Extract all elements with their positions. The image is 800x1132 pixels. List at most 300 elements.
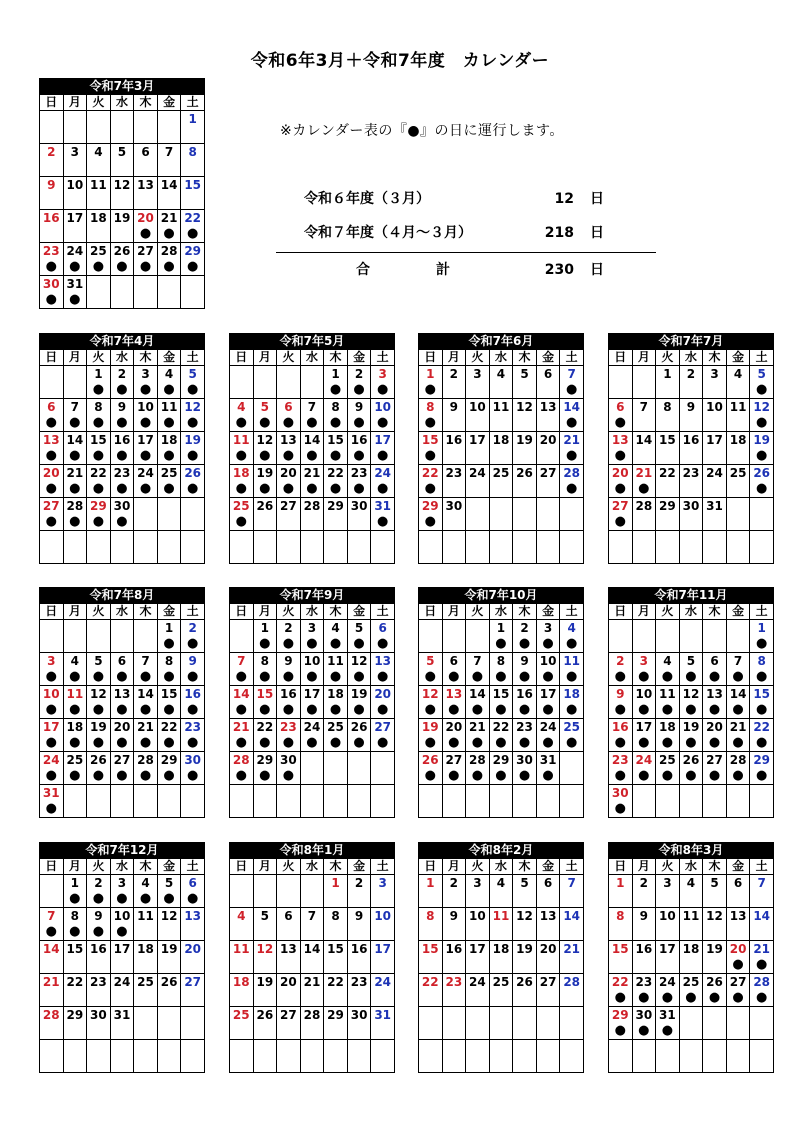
day-cell (371, 498, 395, 531)
day-cell (277, 1007, 301, 1040)
day-cell (300, 432, 324, 465)
day-cell (134, 875, 158, 908)
day-number: 3 (117, 876, 127, 890)
day-cell (419, 974, 443, 1007)
day-cell (371, 875, 395, 908)
day-cell (347, 653, 371, 686)
day-cell (134, 276, 158, 309)
day-cell (489, 785, 513, 818)
weekday-header: 金 (726, 859, 750, 875)
day-number: 14 (635, 433, 653, 447)
weekday-header: 月 (63, 604, 87, 620)
day-cell (489, 498, 513, 531)
weekday-header: 木 (324, 604, 348, 620)
weekday-header: 水 (489, 859, 513, 875)
day-cell (40, 111, 64, 144)
day-cell (87, 620, 111, 653)
day-number: 17 (374, 433, 392, 447)
day-cell (371, 1040, 395, 1073)
day-number: 30 (42, 277, 60, 291)
day-cell (609, 432, 633, 465)
day-cell (87, 366, 111, 399)
day-number: 22 (421, 975, 439, 989)
day-number: 15 (66, 942, 84, 956)
day-number: 2 (284, 621, 293, 635)
weekday-header: 火 (277, 859, 301, 875)
day-number: 17 (635, 720, 653, 734)
weekday-header: 日 (609, 350, 633, 366)
day-number: 15 (160, 687, 178, 701)
day-number: 28 (160, 244, 178, 258)
day-cell (726, 1040, 750, 1073)
day-number: 26 (516, 975, 533, 989)
service-day-dot: ● (92, 702, 105, 717)
day-cell (442, 785, 466, 818)
service-day-dot: ● (518, 669, 531, 684)
service-day-dot: ● (45, 669, 57, 684)
day-cell (157, 686, 181, 719)
day-cell (87, 1040, 111, 1073)
day-number: 18 (327, 687, 344, 701)
service-day-dot: ● (732, 669, 744, 684)
weekday-header: 日 (40, 95, 64, 111)
day-cell (632, 531, 656, 564)
day-cell (157, 399, 181, 432)
day-number: 16 (611, 720, 629, 734)
service-day-dot: ● (116, 259, 128, 274)
day-cell (513, 719, 537, 752)
day-number: 26 (256, 1008, 274, 1022)
day-number: 27 (539, 466, 557, 480)
day-cell (181, 752, 205, 785)
service-day-dot: ● (566, 448, 578, 463)
day-number: 10 (706, 400, 723, 414)
day-number: 5 (710, 876, 719, 890)
summary-label: 令和７年度（４月～３月） (304, 225, 472, 241)
day-number: 6 (378, 621, 387, 635)
day-cell (679, 752, 703, 785)
day-cell (157, 974, 181, 1007)
day-cell (63, 498, 87, 531)
day-number: 19 (350, 687, 368, 701)
day-cell (230, 908, 254, 941)
service-day-dot: ● (732, 990, 744, 1005)
day-number: 5 (260, 909, 270, 923)
day-cell (300, 974, 324, 1007)
day-number: 12 (90, 687, 107, 701)
day-cell (253, 941, 277, 974)
service-day-dot: ● (756, 415, 768, 430)
service-day-dot: ● (282, 415, 295, 430)
day-cell (230, 498, 254, 531)
service-day-dot: ● (306, 481, 318, 496)
service-day-dot: ● (756, 636, 768, 651)
day-number: 20 (280, 466, 297, 480)
day-cell (513, 908, 537, 941)
month-title: 令和8年1月 (229, 842, 395, 858)
day-cell (750, 974, 774, 1007)
service-day-dot: ● (306, 702, 318, 717)
day-cell (324, 908, 348, 941)
day-cell (134, 752, 158, 785)
day-cell (466, 941, 490, 974)
service-day-dot: ● (424, 448, 436, 463)
day-cell (324, 465, 348, 498)
service-day-dot: ● (638, 669, 650, 684)
day-number: 20 (184, 942, 202, 956)
service-day-dot: ● (638, 481, 650, 496)
day-cell (513, 620, 537, 653)
day-number: 22 (327, 466, 344, 480)
day-cell (632, 974, 656, 1007)
day-number: 20 (611, 466, 629, 480)
day-number: 5 (188, 367, 197, 381)
day-cell (181, 1007, 205, 1040)
day-number: 11 (729, 400, 747, 414)
service-day-dot: ● (495, 669, 507, 684)
service-day-dot: ● (45, 924, 57, 939)
service-day-dot: ● (163, 415, 175, 430)
weekday-header: 火 (277, 350, 301, 366)
day-cell (371, 432, 395, 465)
day-cell (253, 908, 277, 941)
day-number: 28 (303, 1008, 321, 1022)
day-cell (750, 1007, 774, 1040)
day-cell (110, 875, 134, 908)
day-cell (632, 399, 656, 432)
weekday-header: 水 (300, 350, 324, 366)
day-number: 24 (137, 466, 154, 480)
day-number: 21 (563, 433, 581, 447)
day-cell (513, 752, 537, 785)
day-number: 28 (729, 753, 747, 767)
day-number: 10 (469, 909, 486, 923)
month-calendar (418, 587, 584, 818)
day-cell (277, 974, 301, 1007)
day-number: 18 (659, 720, 676, 734)
weekday-header: 木 (134, 95, 158, 111)
day-cell (466, 719, 490, 752)
day-cell (134, 243, 158, 276)
weekday-header: 金 (157, 604, 181, 620)
day-cell (324, 531, 348, 564)
month-title: 令和7年5月 (229, 333, 395, 349)
day-cell (181, 366, 205, 399)
day-cell (300, 531, 324, 564)
day-number: 19 (113, 211, 131, 225)
service-day-dot: ● (259, 702, 271, 717)
day-cell (40, 752, 64, 785)
day-cell (419, 785, 443, 818)
day-number: 30 (611, 786, 629, 800)
day-cell (726, 465, 750, 498)
day-cell (419, 719, 443, 752)
day-number: 15 (327, 433, 344, 447)
day-cell (157, 432, 181, 465)
day-cell (300, 620, 324, 653)
day-cell (277, 785, 301, 818)
day-number: 29 (66, 1008, 84, 1022)
day-cell (656, 1040, 680, 1073)
day-number: 26 (90, 753, 107, 767)
day-cell (63, 366, 87, 399)
day-cell (134, 1040, 158, 1073)
day-cell (347, 941, 371, 974)
day-cell (609, 785, 633, 818)
service-day-dot: ● (306, 415, 318, 430)
service-day-dot: ● (116, 448, 128, 463)
day-cell (134, 1007, 158, 1040)
service-day-dot: ● (377, 735, 389, 750)
day-cell (230, 531, 254, 564)
day-cell (40, 465, 64, 498)
day-number: 8 (331, 400, 340, 414)
day-cell (489, 620, 513, 653)
day-cell (40, 432, 64, 465)
weekday-header: 金 (157, 859, 181, 875)
day-cell (181, 432, 205, 465)
day-number: 16 (682, 433, 700, 447)
day-cell (253, 974, 277, 1007)
weekday-header: 水 (679, 604, 703, 620)
day-number: 5 (260, 400, 270, 414)
day-cell (750, 785, 774, 818)
weekday-header: 火 (656, 350, 680, 366)
day-cell (134, 908, 158, 941)
day-number: 27 (729, 975, 747, 989)
day-number: 3 (639, 654, 649, 668)
service-day-dot: ● (424, 669, 436, 684)
service-day-dot: ● (542, 768, 554, 783)
day-number: 16 (113, 433, 131, 447)
day-cell (442, 399, 466, 432)
day-number: 5 (94, 654, 103, 668)
day-number: 30 (280, 753, 297, 767)
day-number: 28 (563, 466, 581, 480)
day-cell (181, 276, 205, 309)
day-number: 7 (307, 400, 317, 414)
day-cell (632, 366, 656, 399)
day-cell (656, 686, 680, 719)
day-number: 14 (563, 400, 581, 414)
day-cell (110, 752, 134, 785)
day-cell (560, 686, 584, 719)
day-cell (134, 531, 158, 564)
day-cell (300, 719, 324, 752)
service-day-dot: ● (92, 514, 105, 529)
day-cell (536, 465, 560, 498)
day-number: 21 (160, 211, 178, 225)
weekday-header: 月 (632, 604, 656, 620)
day-number: 2 (449, 367, 459, 381)
day-cell (324, 974, 348, 1007)
day-cell (679, 875, 703, 908)
day-cell (489, 875, 513, 908)
weekday-header: 日 (419, 604, 443, 620)
day-number: 18 (232, 466, 250, 480)
day-cell (157, 875, 181, 908)
day-number: 21 (303, 975, 321, 989)
weekday-header: 木 (134, 350, 158, 366)
day-cell (181, 908, 205, 941)
day-number: 1 (331, 876, 340, 890)
month-title: 令和7年10月 (418, 587, 584, 603)
day-number: 19 (184, 433, 202, 447)
day-cell (134, 653, 158, 686)
day-cell (230, 686, 254, 719)
service-day-dot: ● (92, 382, 105, 397)
day-cell (419, 366, 443, 399)
page-title: 令和6年3月＋令和7年度 カレンダー (250, 51, 550, 71)
day-cell (656, 875, 680, 908)
day-cell (110, 974, 134, 1007)
day-cell (63, 974, 87, 1007)
day-number: 3 (710, 367, 719, 381)
service-day-dot: ● (708, 768, 721, 783)
day-cell (466, 653, 490, 686)
service-day-dot: ● (282, 448, 295, 463)
day-number: 15 (421, 942, 439, 956)
day-cell (324, 719, 348, 752)
day-number: 8 (70, 909, 80, 923)
weekday-header: 水 (110, 350, 134, 366)
month-title: 令和8年2月 (418, 842, 584, 858)
day-number: 17 (113, 942, 131, 956)
service-day-dot: ● (353, 382, 365, 397)
day-number: 25 (90, 244, 107, 258)
weekday-header: 金 (536, 604, 560, 620)
day-number: 9 (284, 654, 293, 668)
day-number: 26 (256, 499, 274, 513)
day-cell (324, 620, 348, 653)
day-cell (703, 941, 727, 974)
day-number: 4 (733, 367, 743, 381)
day-cell (181, 686, 205, 719)
service-day-dot: ● (163, 481, 175, 496)
day-cell (371, 719, 395, 752)
day-cell (489, 366, 513, 399)
day-number: 2 (188, 621, 197, 635)
service-day-dot: ● (306, 636, 318, 651)
day-number: 4 (164, 367, 174, 381)
day-cell (181, 399, 205, 432)
day-number: 4 (496, 876, 506, 890)
day-number: 23 (445, 466, 463, 480)
day-number: 14 (753, 909, 771, 923)
service-day-dot: ● (69, 415, 81, 430)
service-day-dot: ● (542, 735, 554, 750)
service-day-dot: ● (139, 382, 152, 397)
day-number: 23 (280, 720, 297, 734)
day-cell (230, 941, 254, 974)
day-number: 7 (164, 145, 174, 159)
weekday-header: 水 (110, 95, 134, 111)
day-number: 14 (160, 178, 178, 192)
day-number: 10 (42, 687, 60, 701)
month-calendar (608, 333, 774, 564)
day-number: 7 (70, 400, 80, 414)
day-number: 21 (42, 975, 60, 989)
day-number: 18 (66, 720, 84, 734)
day-cell (157, 366, 181, 399)
service-day-dot: ● (116, 735, 128, 750)
day-cell (536, 686, 560, 719)
service-day-dot: ● (566, 735, 578, 750)
day-number: 10 (374, 909, 392, 923)
day-cell (110, 366, 134, 399)
day-cell (347, 686, 371, 719)
day-number: 30 (516, 753, 533, 767)
weekday-header: 月 (632, 859, 656, 875)
day-number: 13 (280, 942, 297, 956)
service-day-dot: ● (756, 382, 768, 397)
day-cell (63, 399, 87, 432)
day-cell (609, 875, 633, 908)
day-cell (181, 785, 205, 818)
day-cell (300, 1007, 324, 1040)
service-day-dot: ● (306, 448, 318, 463)
day-number: 2 (639, 876, 649, 890)
month-title: 令和7年9月 (229, 587, 395, 603)
service-day-dot: ● (661, 1023, 674, 1038)
day-cell (419, 653, 443, 686)
day-number: 16 (445, 433, 463, 447)
day-cell (466, 1007, 490, 1040)
day-number: 10 (374, 400, 392, 414)
day-number: 19 (160, 942, 178, 956)
weekday-header: 月 (253, 604, 277, 620)
day-number: 31 (66, 277, 84, 291)
service-day-dot: ● (139, 768, 152, 783)
day-cell (181, 941, 205, 974)
day-cell (419, 432, 443, 465)
service-day-dot: ● (45, 735, 57, 750)
day-number: 23 (445, 975, 463, 989)
day-cell (703, 498, 727, 531)
day-cell (63, 875, 87, 908)
service-day-dot: ● (614, 990, 626, 1005)
weekday-header: 日 (419, 859, 443, 875)
day-cell (726, 908, 750, 941)
day-number: 21 (303, 466, 321, 480)
day-cell (134, 498, 158, 531)
day-cell (726, 366, 750, 399)
day-cell (110, 177, 134, 210)
weekday-header: 月 (63, 350, 87, 366)
service-day-dot: ● (377, 382, 389, 397)
service-day-dot: ● (495, 636, 507, 651)
day-cell (63, 785, 87, 818)
day-cell (277, 752, 301, 785)
day-cell (181, 1040, 205, 1073)
day-cell (726, 1007, 750, 1040)
day-cell (371, 974, 395, 1007)
day-cell (157, 465, 181, 498)
day-cell (750, 752, 774, 785)
day-cell (134, 144, 158, 177)
day-number: 8 (188, 145, 197, 159)
day-number: 1 (757, 621, 766, 635)
day-cell (656, 498, 680, 531)
day-number: 23 (113, 466, 131, 480)
service-day-dot: ● (424, 702, 436, 717)
service-day-dot: ● (139, 259, 152, 274)
day-cell (419, 620, 443, 653)
day-number: 29 (160, 753, 178, 767)
day-number: 20 (42, 466, 60, 480)
day-number: 14 (563, 909, 581, 923)
day-cell (110, 1040, 134, 1073)
